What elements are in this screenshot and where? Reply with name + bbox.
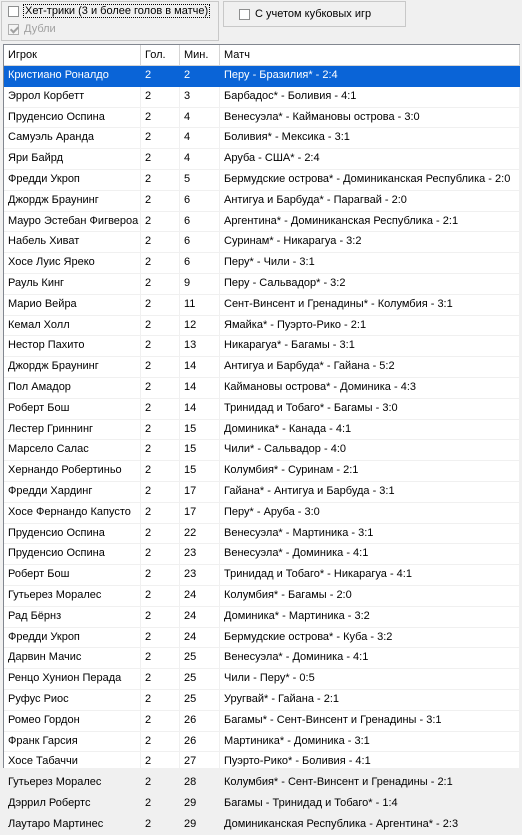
table-row[interactable] [4, 461, 520, 482]
cell-player: Роберт Бош [4, 565, 141, 585]
cell-match: Чили* - Сальвадор - 4:0 [220, 440, 520, 460]
cell-minutes: 23 [180, 565, 220, 585]
table-row[interactable] [4, 295, 520, 316]
cell-goals: 2 [141, 669, 180, 689]
cell-match: Ямайка* - Пуэрто-Рико - 2:1 [220, 316, 520, 336]
cell-match: Уругвай* - Гайана - 2:1 [220, 690, 520, 710]
column-header-goals[interactable]: Гол. [141, 45, 180, 65]
cell-minutes: 15 [180, 440, 220, 460]
cell-player: Франк Гарсия [4, 732, 141, 752]
cell-minutes: 17 [180, 482, 220, 502]
cell-player: Руфус Риос [4, 690, 141, 710]
cell-match: Венесуэла* - Доминика - 4:1 [220, 544, 520, 564]
table-row[interactable] [4, 232, 520, 253]
cell-goals: 2 [141, 316, 180, 336]
cell-match: Пуэрто-Рико* - Боливия - 4:1 [220, 752, 520, 772]
cell-minutes: 28 [180, 773, 220, 793]
cell-player: Ромео Гордон [4, 711, 141, 731]
cell-minutes: 27 [180, 752, 220, 772]
cell-player: Гутьерез Моралес [4, 773, 141, 793]
table-row[interactable] [4, 191, 520, 212]
cell-player: Джордж Браунинг [4, 191, 141, 211]
filter-panel [0, 0, 522, 44]
cell-match: Венесуэла* - Каймановы острова - 3:0 [220, 108, 520, 128]
cell-match: Перу - Бразилия* - 2:4 [220, 66, 520, 86]
table-row[interactable] [4, 253, 520, 274]
cell-player: Гутьерез Моралес [4, 586, 141, 606]
table-row[interactable] [4, 357, 520, 378]
cell-goals: 2 [141, 128, 180, 148]
cell-player: Ренцо Хунион Перада [4, 669, 141, 689]
table-row[interactable] [4, 773, 520, 794]
cell-minutes: 25 [180, 690, 220, 710]
cell-match: Антигуа и Барбуда* - Парагвай - 2:0 [220, 191, 520, 211]
cell-match: Аруба - США* - 2:4 [220, 149, 520, 169]
cell-match: Доминика* - Мартиника - 3:2 [220, 607, 520, 627]
table-row[interactable] [4, 732, 520, 753]
cell-minutes: 6 [180, 191, 220, 211]
cell-minutes: 11 [180, 295, 220, 315]
cell-minutes: 26 [180, 732, 220, 752]
cell-player: Пруденсио Оспина [4, 544, 141, 564]
cell-goals: 2 [141, 149, 180, 169]
cell-minutes: 2 [180, 66, 220, 86]
cell-goals: 2 [141, 628, 180, 648]
cell-match: Венесуэла* - Мартиника - 3:1 [220, 524, 520, 544]
table-row[interactable] [4, 794, 520, 815]
cups-checkbox[interactable] [239, 9, 250, 20]
cell-match: Багамы* - Сент-Винсент и Гренадины - 3:1 [220, 711, 520, 731]
cell-minutes: 13 [180, 336, 220, 356]
column-header-player[interactable]: Игрок [4, 45, 141, 65]
table-row[interactable] [4, 544, 520, 565]
cell-minutes: 25 [180, 669, 220, 689]
cell-goals: 2 [141, 815, 180, 835]
cell-goals: 2 [141, 794, 180, 814]
cell-minutes: 23 [180, 544, 220, 564]
cell-match: Доминика* - Канада - 4:1 [220, 420, 520, 440]
cell-goals: 2 [141, 87, 180, 107]
cell-player: Фредди Укроп [4, 628, 141, 648]
table-row[interactable] [4, 399, 520, 420]
cell-minutes: 24 [180, 607, 220, 627]
cell-match: Перу* - Аруба - 3:0 [220, 503, 520, 523]
cell-goals: 2 [141, 607, 180, 627]
table-row[interactable] [4, 274, 520, 295]
cell-match: Колумбия* - Суринам - 2:1 [220, 461, 520, 481]
table-row[interactable] [4, 565, 520, 586]
cell-match: Гайана* - Антигуа и Барбуда - 3:1 [220, 482, 520, 502]
cell-player: Хосе Луис Яреко [4, 253, 141, 273]
cell-goals: 2 [141, 212, 180, 232]
cell-minutes: 26 [180, 711, 220, 731]
table-body [4, 66, 520, 835]
cups-filter-group [223, 1, 406, 27]
cell-match: Каймановы острова* - Доминика - 4:3 [220, 378, 520, 398]
table-row[interactable] [4, 669, 520, 690]
cell-minutes: 29 [180, 794, 220, 814]
cell-minutes: 14 [180, 357, 220, 377]
cell-player: Хосе Фернандо Капусто [4, 503, 141, 523]
table-row[interactable] [4, 420, 520, 441]
cell-minutes: 24 [180, 586, 220, 606]
cell-goals: 2 [141, 336, 180, 356]
cell-player: Хернандо Робертиньо [4, 461, 141, 481]
table-row[interactable] [4, 690, 520, 711]
cell-match: Боливия* - Мексика - 3:1 [220, 128, 520, 148]
cell-minutes: 25 [180, 648, 220, 668]
cell-player: Яри Байрд [4, 149, 141, 169]
cell-minutes: 4 [180, 128, 220, 148]
cell-match: Тринидад и Тобаго* - Никарагуа - 4:1 [220, 565, 520, 585]
table-row[interactable] [4, 711, 520, 732]
cell-goals: 2 [141, 773, 180, 793]
cell-minutes: 15 [180, 420, 220, 440]
cell-player: Марио Вейра [4, 295, 141, 315]
cell-minutes: 24 [180, 628, 220, 648]
table-row[interactable] [4, 378, 520, 399]
cell-goals: 2 [141, 503, 180, 523]
cell-minutes: 6 [180, 232, 220, 252]
table-row[interactable] [4, 607, 520, 628]
cell-match: Бермудские острова* - Доминиканская Республика - 2:0 [220, 170, 520, 190]
column-header-match[interactable]: Матч [220, 45, 520, 65]
cell-goals: 2 [141, 295, 180, 315]
table-row[interactable] [4, 336, 520, 357]
cell-goals: 2 [141, 232, 180, 252]
cell-goals: 2 [141, 586, 180, 606]
cell-minutes: 4 [180, 108, 220, 128]
cell-goals: 2 [141, 752, 180, 772]
cell-goals: 2 [141, 253, 180, 273]
cell-minutes: 14 [180, 378, 220, 398]
cell-match: Перу - Сальвадор* - 3:2 [220, 274, 520, 294]
cell-goals: 2 [141, 565, 180, 585]
table-row[interactable] [4, 316, 520, 337]
table-row[interactable] [4, 87, 520, 108]
cell-minutes: 22 [180, 524, 220, 544]
cell-minutes: 6 [180, 212, 220, 232]
cell-minutes: 9 [180, 274, 220, 294]
table-row[interactable] [4, 752, 520, 773]
cell-match: Перу* - Чили - 3:1 [220, 253, 520, 273]
cell-goals: 2 [141, 66, 180, 86]
cell-player: Роберт Бош [4, 399, 141, 419]
cell-player: Пруденсио Оспина [4, 108, 141, 128]
cell-player: Фредди Хардинг [4, 482, 141, 502]
cell-player: Джордж Браунинг [4, 357, 141, 377]
cell-goals: 2 [141, 170, 180, 190]
table-row[interactable] [4, 128, 520, 149]
table-row[interactable] [4, 149, 520, 170]
cell-goals: 2 [141, 108, 180, 128]
cell-goals: 2 [141, 461, 180, 481]
cell-match: Суринам* - Никарагуа - 3:2 [220, 232, 520, 252]
cell-goals: 2 [141, 544, 180, 564]
cell-goals: 2 [141, 711, 180, 731]
cell-player: Нестор Пахито [4, 336, 141, 356]
cell-goals: 2 [141, 648, 180, 668]
table-header [4, 45, 520, 66]
cell-minutes: 15 [180, 461, 220, 481]
cell-player: Пруденсио Оспина [4, 524, 141, 544]
cups-label[interactable]: С учетом кубковых игр [255, 8, 372, 20]
table-row[interactable] [4, 66, 520, 87]
cell-goals: 2 [141, 378, 180, 398]
cell-minutes: 4 [180, 149, 220, 169]
cell-minutes: 17 [180, 503, 220, 523]
cell-match: Багамы - Тринидад и Тобаго* - 1:4 [220, 794, 520, 814]
cell-goals: 2 [141, 440, 180, 460]
doubles-checkbox-row [8, 23, 56, 35]
cell-player: Лестер Гриннинг [4, 420, 141, 440]
cell-minutes: 29 [180, 815, 220, 835]
cell-goals: 2 [141, 732, 180, 752]
cell-minutes: 12 [180, 316, 220, 336]
goals-filter-group [1, 1, 219, 41]
cell-goals: 2 [141, 399, 180, 419]
cell-player: Набель Хиват [4, 232, 141, 252]
table-row[interactable] [4, 503, 520, 524]
cell-goals: 2 [141, 482, 180, 502]
cell-match: Никарагуа* - Багамы - 3:1 [220, 336, 520, 356]
cell-player: Лаутаро Мартинес [4, 815, 141, 835]
cell-match: Сент-Винсент и Гренадины* - Колумбия - 3:1 [220, 295, 520, 315]
cell-goals: 2 [141, 420, 180, 440]
table-row[interactable] [4, 628, 520, 649]
table-row[interactable] [4, 482, 520, 503]
cell-player: Хосе Табаччи [4, 752, 141, 772]
cell-player: Эррол Корбетт [4, 87, 141, 107]
cell-goals: 2 [141, 524, 180, 544]
cell-player: Кристиано Роналдо [4, 66, 141, 86]
cell-match: Доминиканская Республика - Аргентина* - 2:3 [220, 815, 520, 835]
cell-match: Аргентина* - Доминиканская Республика - 2:1 [220, 212, 520, 232]
table-row[interactable] [4, 815, 520, 835]
cell-match: Мартиника* - Доминика - 3:1 [220, 732, 520, 752]
cell-match: Чили - Перу* - 0:5 [220, 669, 520, 689]
cell-player: Кемал Холл [4, 316, 141, 336]
table-row[interactable] [4, 648, 520, 669]
cell-player: Марсело Салас [4, 440, 141, 460]
cell-match: Тринидад и Тобаго* - Багамы - 3:0 [220, 399, 520, 419]
cell-goals: 2 [141, 191, 180, 211]
cell-player: Дарвин Мачис [4, 648, 141, 668]
cell-player: Мауро Эстебан Фигвероа [4, 212, 141, 232]
cell-match: Бермудские острова* - Куба - 3:2 [220, 628, 520, 648]
cell-minutes: 3 [180, 87, 220, 107]
table-row[interactable] [4, 586, 520, 607]
doubles-label: Дубли [24, 23, 56, 35]
cell-match: Колумбия* - Багамы - 2:0 [220, 586, 520, 606]
goals-table[interactable] [3, 44, 520, 830]
cell-match: Антигуа и Барбуда* - Гайана - 5:2 [220, 357, 520, 377]
cell-minutes: 6 [180, 253, 220, 273]
cell-goals: 2 [141, 357, 180, 377]
table-row[interactable] [4, 170, 520, 191]
cell-player: Рад Бёрнз [4, 607, 141, 627]
table-row[interactable] [4, 440, 520, 461]
cell-minutes: 5 [180, 170, 220, 190]
cell-minutes: 14 [180, 399, 220, 419]
cell-goals: 2 [141, 274, 180, 294]
hattricks-checkbox-row[interactable] [8, 5, 209, 17]
hattricks-checkbox[interactable] [8, 6, 19, 17]
cell-player: Рауль Кинг [4, 274, 141, 294]
table-row[interactable] [4, 108, 520, 129]
cell-player: Самуэль Аранда [4, 128, 141, 148]
cell-player: Дэррил Робертс [4, 794, 141, 814]
cell-match: Колумбия* - Сент-Винсент и Гренадины - 2:1 [220, 773, 520, 793]
hattricks-label[interactable]: Хет-трики (3 и более голов в матче) [25, 5, 209, 17]
cell-match: Барбадос* - Боливия - 4:1 [220, 87, 520, 107]
cell-player: Фредди Укроп [4, 170, 141, 190]
doubles-checkbox [8, 24, 19, 35]
cell-player: Пол Амадор [4, 378, 141, 398]
cups-checkbox-row[interactable] [239, 8, 371, 20]
column-header-minutes[interactable]: Мин. [180, 45, 220, 65]
cell-goals: 2 [141, 690, 180, 710]
table-row[interactable] [4, 524, 520, 545]
table-row[interactable] [4, 212, 520, 233]
cell-match: Венесуэла* - Доминика - 4:1 [220, 648, 520, 668]
